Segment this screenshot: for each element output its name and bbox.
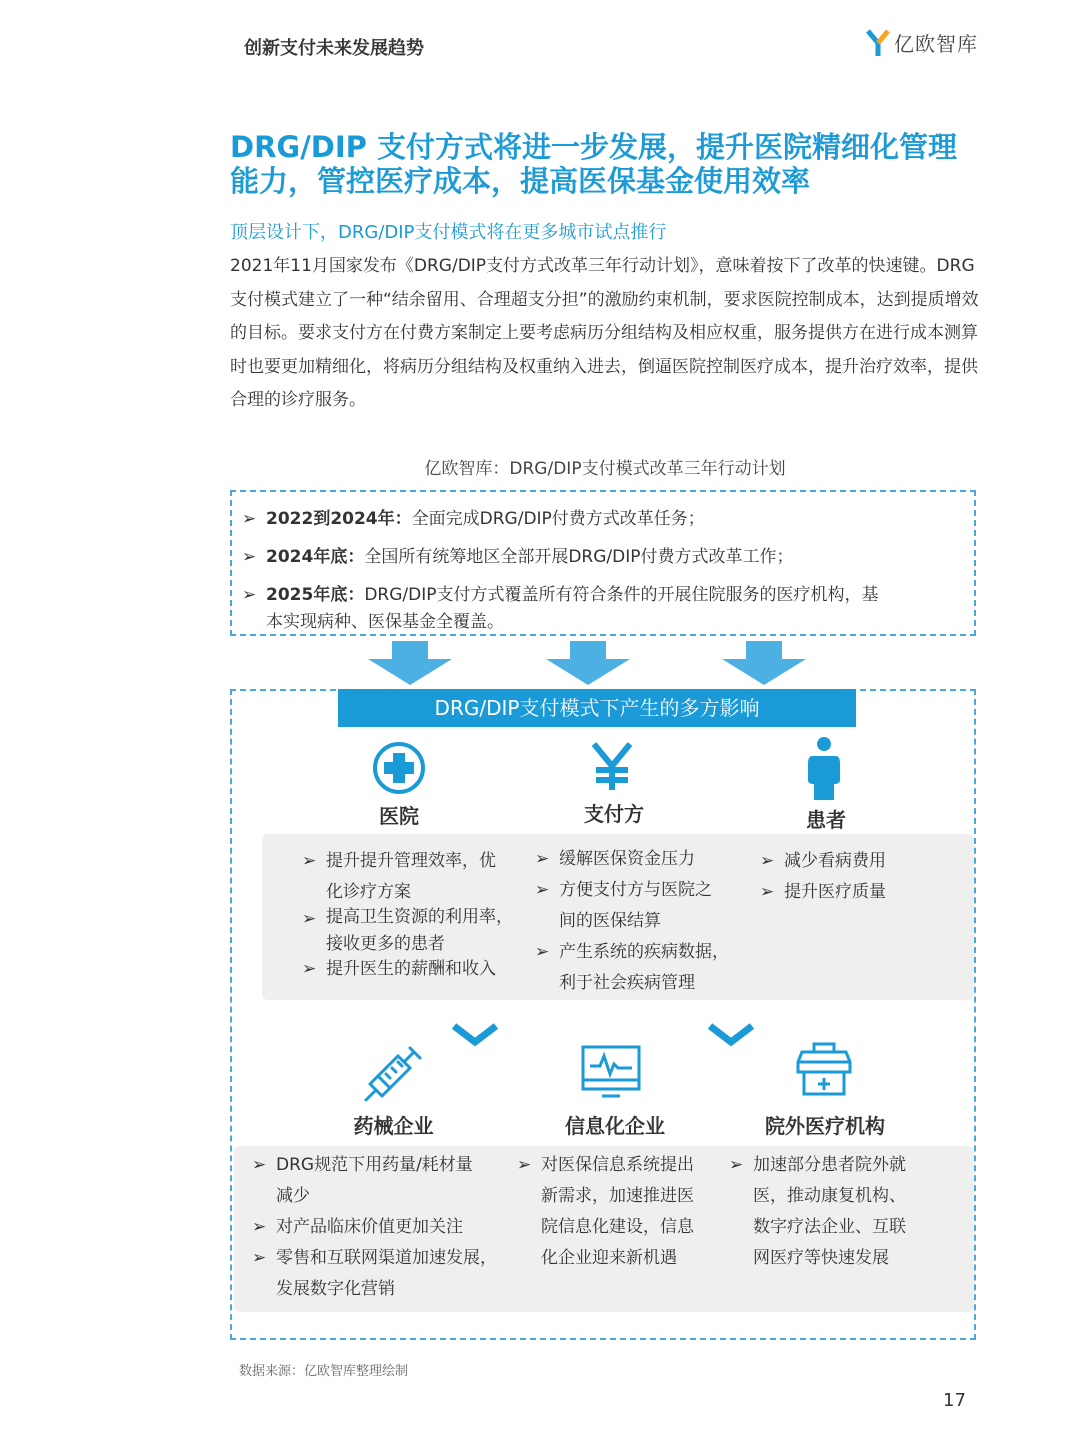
list-item-text: 提高卫生资源的利用率， <box>326 907 513 927</box>
down-arrow-icon <box>722 641 806 685</box>
document-title: 创新支付未来发展趋势 <box>244 38 424 59</box>
impact-banner: DRG/DIP支付模式下产生的多方影响 <box>338 689 856 727</box>
stakeholder-title: 支付方 <box>584 802 644 826</box>
list-item-text: 对产品临床价值更加关注 <box>276 1217 463 1237</box>
list-item <box>729 1150 929 1274</box>
list-item-text: 接收更多的患者 <box>326 934 445 954</box>
hospital-cross-icon <box>371 740 427 796</box>
hospital-impact-list <box>302 846 532 985</box>
list-item-text: 新需求，加速推进医 <box>541 1186 694 1206</box>
list-item-text: 提升提升管理效率，优 <box>326 851 496 871</box>
list-item-text: 发展数字化营销 <box>276 1279 395 1299</box>
plan-text: 全国所有统筹地区全部开展DRG/DIP付费方式改革工作； <box>364 547 794 567</box>
bullet-arrow-icon: ➢ <box>252 1248 267 1268</box>
body-paragraph: 2021年11月国家发布《DRG/DIP支付方式改革三年行动计划》，意味着按下了改革的快速键。DRG支付模式建立了一种“结余留用、合理超支分担”的激励约束机制，要求医院控制成本，达到提质增效的目标。要求支付方在付费方案制定上要考虑病历分组结构及相应权重，服务提供方在进行成本测算时也要更加精细化，将病历分组结构及权重纳入进去，倒逼医院控制医疗成本，提升治疗效率，提供合理的诊疗服务。 <box>230 256 979 410</box>
diagram-caption: 亿欧智库：DRG/DIP支付模式改革三年行动计划 <box>424 459 786 479</box>
bullet-arrow-icon: ➢ <box>302 959 317 979</box>
plan-text: DRG/DIP支付方式覆盖所有符合条件的开展住院服务的医疗机构，基 <box>364 585 879 605</box>
list-item <box>302 904 532 958</box>
section-subtitle: 顶层设计下，DRG/DIP支付模式将在更多城市试点推行 <box>230 222 667 243</box>
page-number: 17 <box>943 1390 966 1411</box>
list-item <box>760 846 960 877</box>
monitor-pulse-icon <box>580 1044 642 1100</box>
it-impact-list <box>517 1150 717 1274</box>
clinic-icon <box>794 1040 854 1100</box>
list-item-text: 化诊疗方案 <box>326 882 411 902</box>
plan-period: 2025年底： <box>266 585 365 605</box>
list-item-text: 利于社会疾病管理 <box>559 973 695 993</box>
list-item-text: 产生系统的疾病数据， <box>559 942 729 962</box>
brand-logo <box>866 28 978 57</box>
list-item <box>535 844 750 875</box>
list-item-text: 间的医保结算 <box>559 911 661 931</box>
chevron-down-icon <box>708 1022 754 1046</box>
bullet-arrow-icon: ➢ <box>760 851 775 871</box>
list-item <box>302 846 532 908</box>
list-item-text: 对医保信息系统提出 <box>541 1155 694 1175</box>
bullet-arrow-icon: ➢ <box>302 851 317 871</box>
list-item-text: 提升医生的薪酬和收入 <box>326 959 496 979</box>
brand-name: 亿欧智库 <box>894 32 978 56</box>
list-item-text: DRG规范下用药量/耗材量 <box>276 1155 473 1175</box>
list-item-text: 减少 <box>276 1186 310 1206</box>
down-arrow-icon <box>368 641 452 685</box>
brand-logo-icon <box>866 29 890 57</box>
list-item-text: 医，推动康复机构、 <box>753 1186 906 1206</box>
syringe-icon <box>362 1046 424 1104</box>
chevron-down-icon <box>452 1022 498 1046</box>
list-item <box>302 954 532 985</box>
patient-icon <box>806 736 842 802</box>
pharma-impact-list <box>252 1150 514 1305</box>
plan-item <box>242 582 962 636</box>
stakeholder-title: 信息化企业 <box>565 1114 665 1138</box>
bullet-arrow-icon: ➢ <box>535 942 550 962</box>
down-arrow-icon <box>546 641 630 685</box>
stakeholder-title: 院外医疗机构 <box>765 1114 885 1138</box>
list-item-text: 零售和互联网渠道加速发展， <box>276 1248 497 1268</box>
plan-period: 2022到2024年： <box>266 509 412 529</box>
payer-impact-list <box>535 844 750 999</box>
page-title: DRG/DIP 支付方式将进一步发展，提升医院精细化管理能力，管控医疗成本，提高医保基金使用效率 <box>230 130 958 198</box>
plan-item <box>242 506 962 533</box>
list-item-text: 化企业迎来新机遇 <box>541 1248 677 1268</box>
bullet-arrow-icon: ➢ <box>517 1155 532 1175</box>
list-item-text: 提升医疗质量 <box>784 882 886 902</box>
list-item <box>535 875 750 937</box>
bullet-arrow-icon: ➢ <box>242 585 257 605</box>
bullet-arrow-icon: ➢ <box>535 880 550 900</box>
list-item-text: 减少看病费用 <box>784 851 886 871</box>
list-item-text: 缓解医保资金压力 <box>559 849 695 869</box>
plan-period: 2024年底： <box>266 547 365 567</box>
list-item <box>252 1212 514 1243</box>
bullet-arrow-icon: ➢ <box>252 1217 267 1237</box>
stakeholder-title: 患者 <box>806 808 846 832</box>
plan-text-continued: 本实现病种、医保基金全覆盖。 <box>266 612 504 632</box>
stakeholder-title: 药械企业 <box>353 1114 434 1138</box>
bullet-arrow-icon: ➢ <box>535 849 550 869</box>
bullet-arrow-icon: ➢ <box>242 509 257 529</box>
yen-icon <box>588 740 636 792</box>
list-item-text: 院信息化建设，信息 <box>541 1217 694 1237</box>
plan-item <box>242 544 962 571</box>
list-item-text: 方便支付方与医院之 <box>559 880 712 900</box>
list-item <box>252 1243 514 1305</box>
list-item <box>252 1150 514 1212</box>
list-item-text: 数字疗法企业、互联 <box>753 1217 906 1237</box>
list-item <box>535 937 750 999</box>
plan-text: 全面完成DRG/DIP付费方式改革任务； <box>411 509 705 529</box>
bullet-arrow-icon: ➢ <box>242 547 257 567</box>
plan-box <box>230 490 976 636</box>
bullet-arrow-icon: ➢ <box>252 1155 267 1175</box>
bullet-arrow-icon: ➢ <box>302 909 317 929</box>
data-source: 数据来源：亿欧智库整理绘制 <box>239 1364 409 1379</box>
stakeholder-title: 医院 <box>379 804 419 828</box>
list-item <box>760 877 960 908</box>
patient-impact-list <box>760 846 960 908</box>
list-item-text: 加速部分患者院外就 <box>753 1155 906 1175</box>
list-item-text: 网医疗等快速发展 <box>753 1248 889 1268</box>
bullet-arrow-icon: ➢ <box>729 1155 744 1175</box>
offsite-impact-list <box>729 1150 929 1274</box>
bullet-arrow-icon: ➢ <box>760 882 775 902</box>
list-item <box>517 1150 717 1274</box>
